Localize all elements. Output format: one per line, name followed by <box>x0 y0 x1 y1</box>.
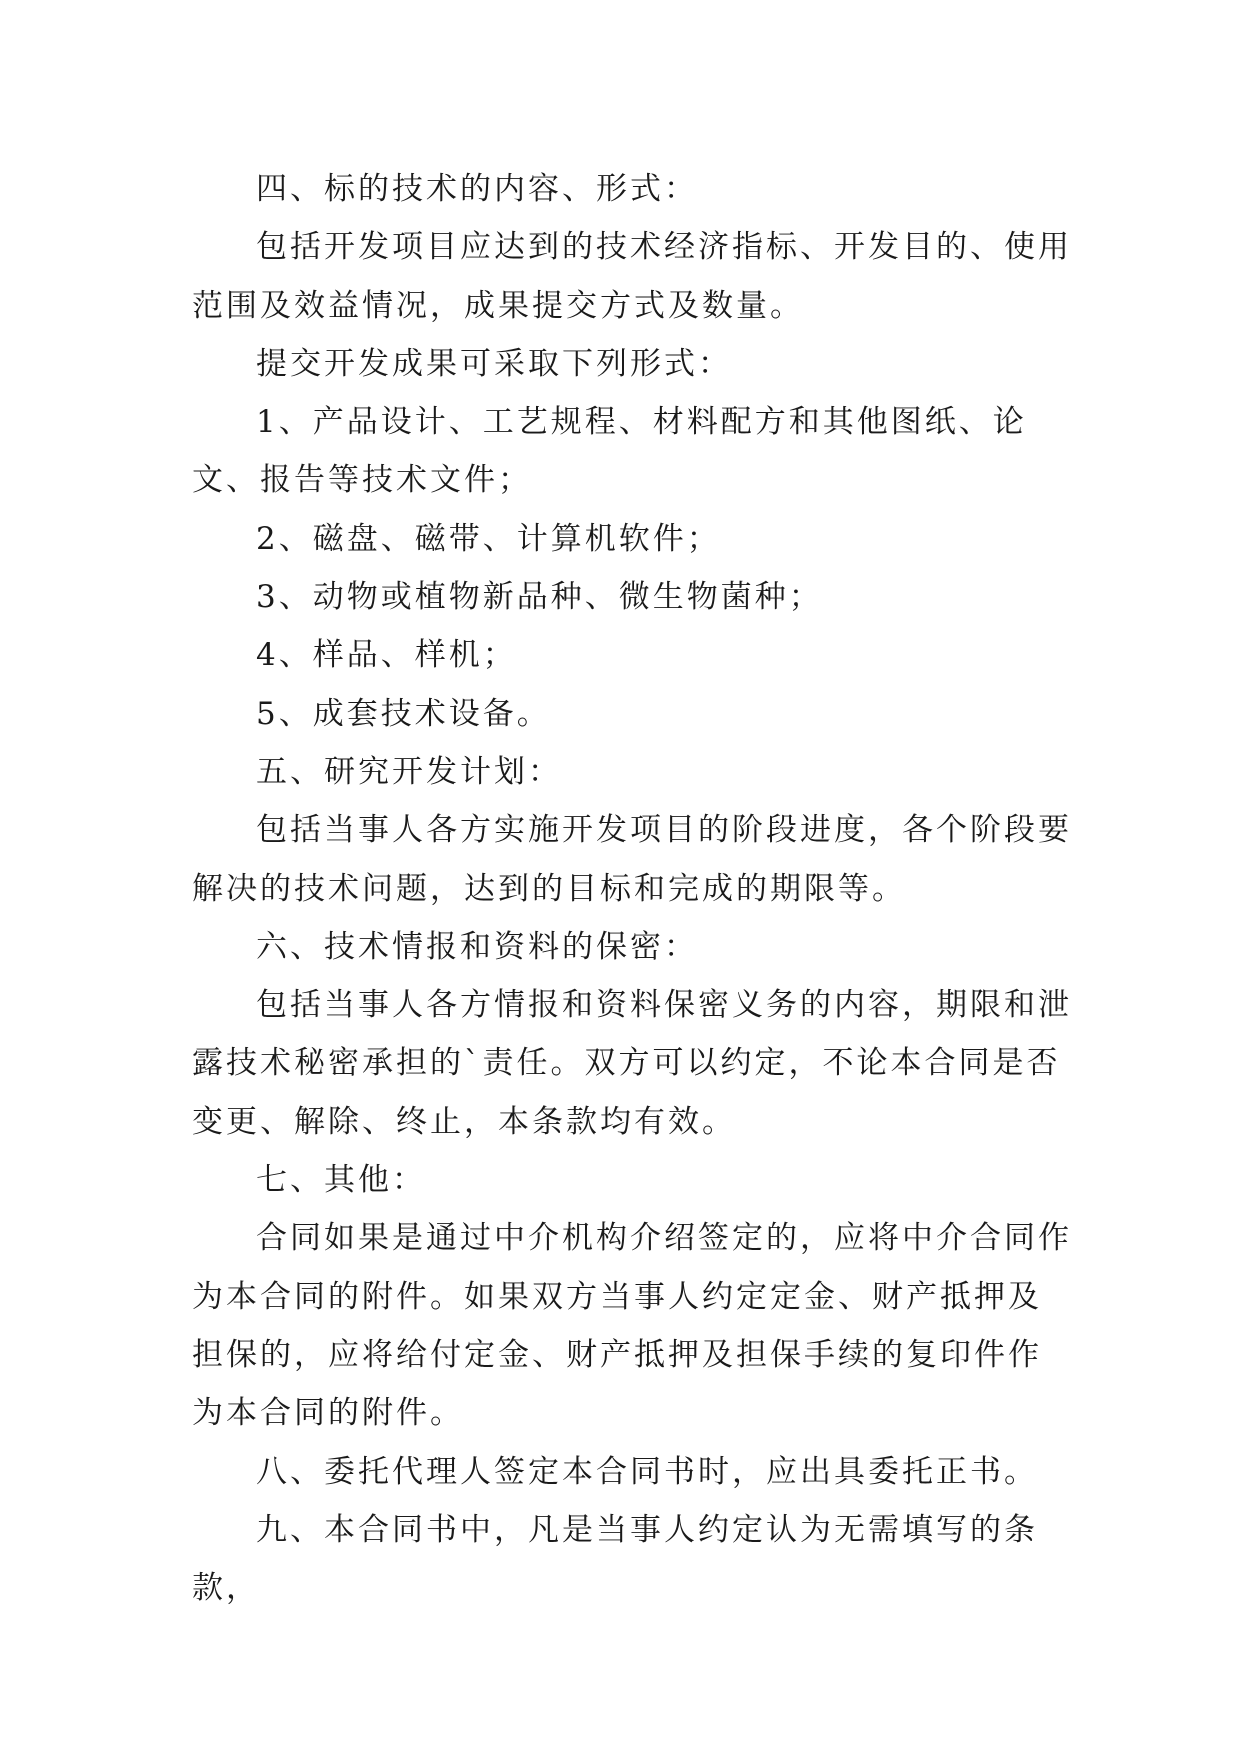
list-item-1: 1、产品设计、工艺规程、材料配方和其他图纸、论文、报告等技术文件； <box>192 404 1027 499</box>
paragraph-forms-intro: 提交开发成果可采取下列形式： <box>256 345 732 382</box>
section-heading-9: 九、本合同书中，凡是当事人约定认为无需填写的条款， <box>192 1511 1038 1607</box>
section-heading-5: 五、研究开发计划： <box>256 753 562 790</box>
paragraph-confidentiality: 包括当事人各方情报和资料保密义务的内容，期限和泄露技术秘密承担的`责任。双方可以约定，不论本合同是否变更、解除、终止，本条款均有效。 <box>192 987 1072 1140</box>
section-heading-8: 八、委托代理人签定本合同书时，应出具委托正书。 <box>256 1453 1038 1490</box>
document-body <box>192 160 1072 1617</box>
list-item-4: 4、样品、样机； <box>256 637 517 674</box>
section-heading-6: 六、技术情报和资料的保密： <box>256 928 698 965</box>
section-heading-4: 四、标的技术的内容、形式： <box>256 171 698 207</box>
list-item-5: 5、成套技术设备。 <box>256 695 551 732</box>
paragraph-other: 合同如果是通过中介机构介绍签定的，应将中介合同作为本合同的附件。如果双方当事人约定定金、财产抵押及担保的，应将给付定金、财产抵押及担保手续的复印件作为本合同的附件。 <box>192 1220 1072 1432</box>
section-heading-7: 七、其他： <box>256 1162 426 1199</box>
list-item-2: 2、磁盘、磁带、计算机软件； <box>256 520 721 557</box>
list-item-3: 3、动物或植物新品种、微生物菌种； <box>256 579 823 616</box>
paragraph-tech-content: 包括开发项目应达到的技术经济指标、开发目的、使用范围及效益情况，成果提交方式及数量。 <box>192 229 1072 324</box>
paragraph-dev-plan: 包括当事人各方实施开发项目的阶段进度，各个阶段要解决的技术问题，达到的目标和完成的期限等。 <box>192 812 1072 907</box>
